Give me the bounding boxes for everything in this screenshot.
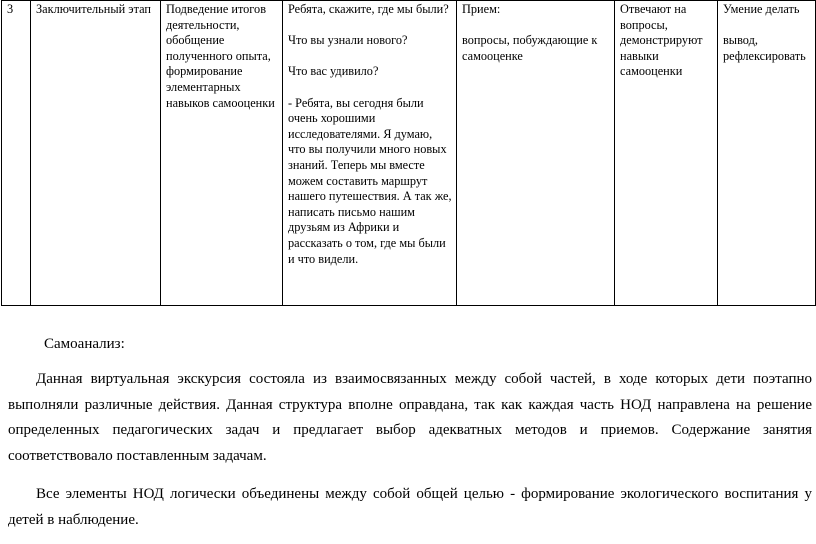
cell-teacher-activity: Ребята, скажите, где мы были? Что вы узнали нового? Что вас удивило? - Ребята, вы сегодня были очень хорошими исследователями. Я думаю, что вы получили много новых знаний. Теперь мы вместе можем составить маршрут нашего путешествия. А так же, написать письмо нашим друзьям из Африки и рассказать о том, где мы были и что видели. [283, 1, 457, 306]
cell-children-activity: Отвечают на вопросы, демонстрируют навыки самооценки [615, 1, 718, 306]
table-row [2, 1, 816, 306]
cell-stage: Заключительный этап [31, 1, 161, 306]
lesson-table [1, 0, 816, 306]
self-analysis-heading: Самоанализ: [44, 336, 125, 352]
cell-number: 3 [2, 1, 31, 306]
cell-methods: Прием: вопросы, побуждающие к самооценке [457, 1, 615, 306]
analysis-paragraph-2: Все элементы НОД логически объединены между собой общей целью - формирование экологического воспитания у детей в наблюдение. [8, 486, 812, 528]
analysis-paragraph-1: Данная виртуальная экскурсия состояла из взаимосвязанных между собой частей, в ходе которых дети поэтапно выполняли различные действия. Данная структура вполне оправдана, так как каждая часть НОД направлена на решение определенных педагогических задач и предлагает выбор адекватных методов и приемов. Содержание занятия соответствовало поставленным задачам. [8, 371, 812, 464]
cell-result: Умение делать вывод, рефлексировать [718, 1, 816, 306]
cell-tasks: Подведение итогов деятельности, обобщение полученного опыта, формирование элементарных навыков самооценки [161, 1, 283, 306]
